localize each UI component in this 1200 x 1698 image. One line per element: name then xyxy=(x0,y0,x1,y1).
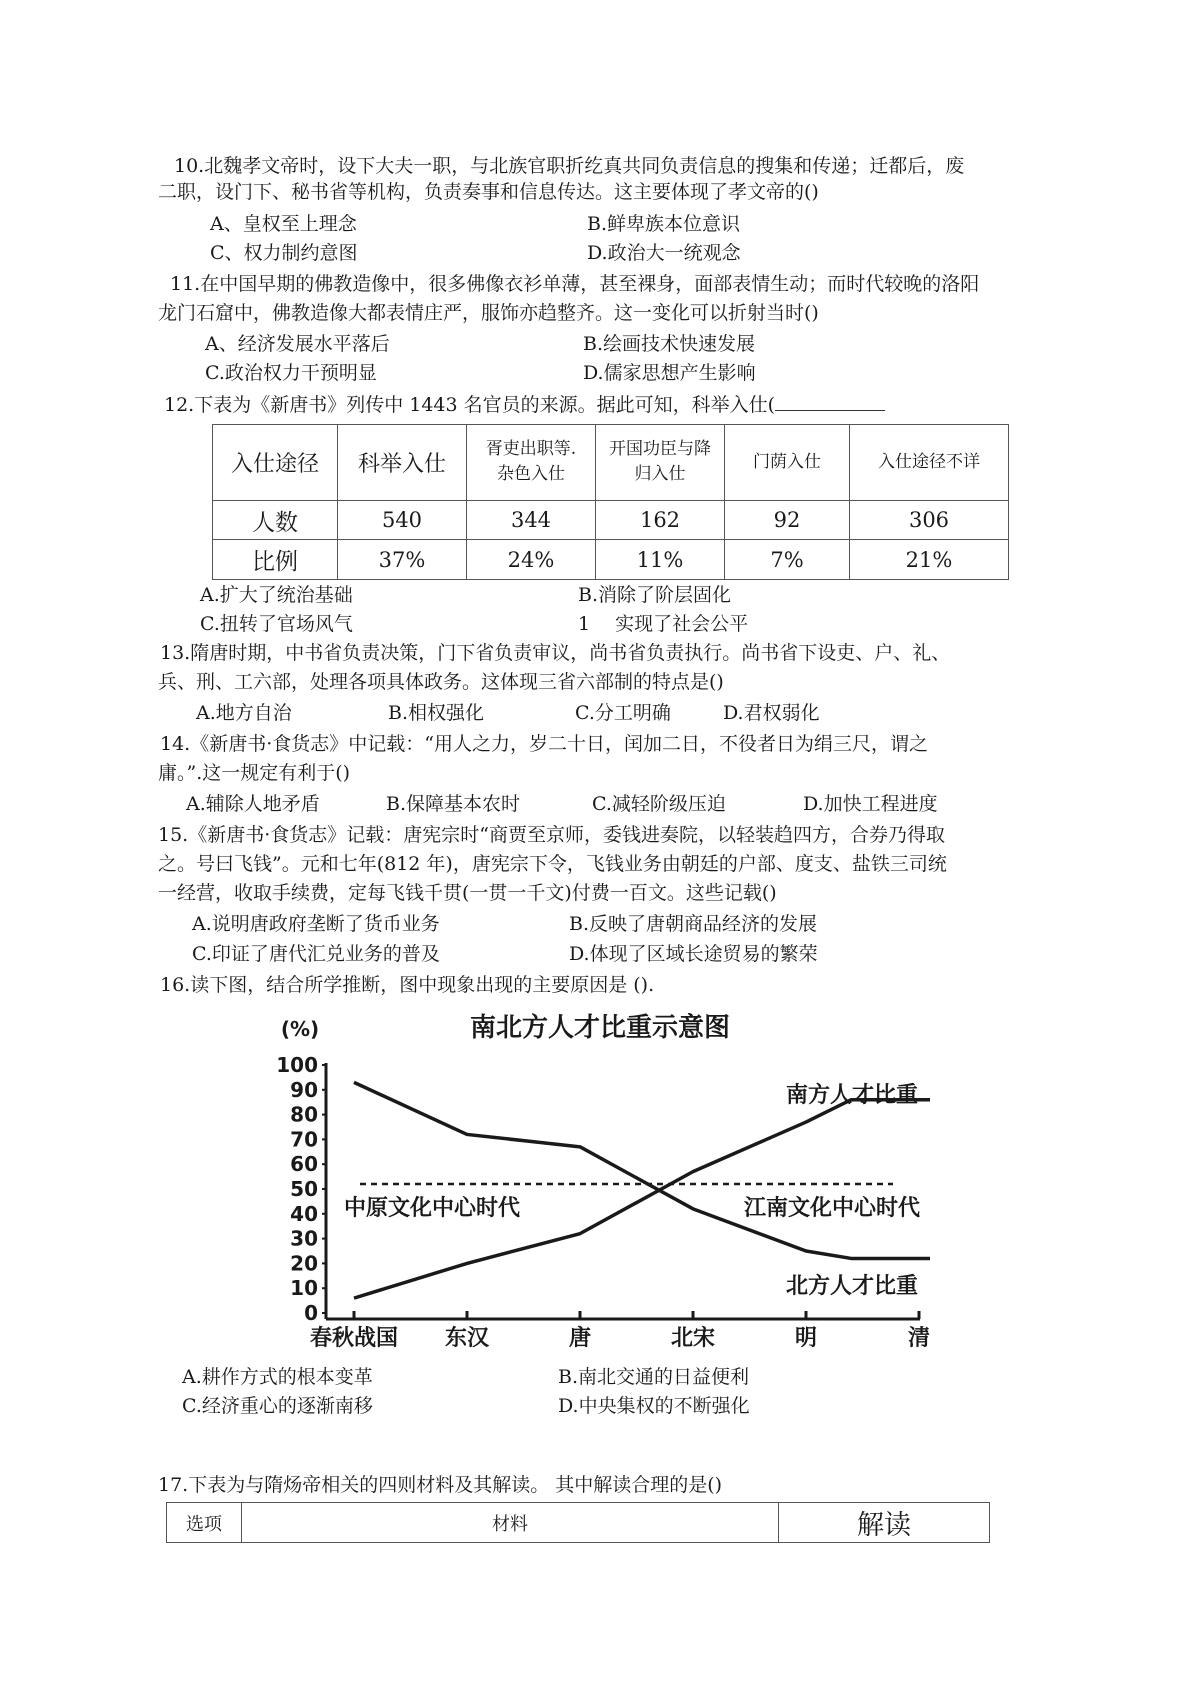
q10-option-b: B.鲜卑族本位意识 xyxy=(587,213,741,235)
q12-option-b: B.消除了阶层固化 xyxy=(578,584,732,606)
q13-stem-line1: 13.隋唐时期，中书省负责决策，门下省负责审议，尚书省负责执行。尚书省下设吏、户、礼、 xyxy=(160,642,951,664)
q12-row-label: 人数 xyxy=(213,500,338,540)
q12-header-cell: 胥吏出职等. 杂色入仕 xyxy=(467,425,596,501)
q17-header-option: 选项 xyxy=(167,1503,242,1543)
q12-cell: 344 xyxy=(467,500,596,540)
q11-stem-line2: 龙门石窟中，佛教造像大都表情庄严，服饰亦趋整齐。这一变化可以折射当时() xyxy=(158,302,819,324)
q12-cell: 37% xyxy=(338,540,467,580)
x-tick-label: 唐 xyxy=(568,1326,592,1351)
q13-option-a: A.地方自治 xyxy=(196,702,292,724)
q11-option-c: C.政治权力干预明显 xyxy=(205,362,377,384)
q12-row-label: 比例 xyxy=(213,540,338,580)
q10-option-d: D.政治大一统观念 xyxy=(587,242,741,264)
y-tick-label: 90 xyxy=(290,1077,318,1102)
q10-stem-line2: 二职，设门下、秘书省等机构，负责奏事和信息传达。这主要体现了孝文帝的() xyxy=(158,181,819,203)
q12-cell: 540 xyxy=(338,500,467,540)
q13-option-c: C.分工明确 xyxy=(575,702,671,724)
q12-cell: 306 xyxy=(850,500,1009,540)
q12-header-cell: 入仕途径 xyxy=(213,425,338,501)
q15-stem-line2: 之。号曰飞钱”。元和七年(812 年)，唐宪宗下令，飞钱业务由朝廷的户部、度支、盐铁三司统 xyxy=(158,853,947,875)
q14-option-c: C.减轻阶级压迫 xyxy=(592,793,726,815)
q14-option-b: B.保障基本农时 xyxy=(386,793,521,815)
q12-cell: 11% xyxy=(596,540,725,580)
y-tick-label: 20 xyxy=(290,1251,318,1276)
q17-header-material: 材料 xyxy=(242,1503,779,1543)
table-row xyxy=(213,540,1009,580)
y-tick-label: 10 xyxy=(290,1276,318,1301)
y-tick-label: 40 xyxy=(290,1201,318,1226)
q16-option-a: A.耕作方式的根本变革 xyxy=(182,1366,373,1388)
q15-option-d: D.体现了区域长途贸易的繁荣 xyxy=(569,943,818,965)
q11-option-b: B.绘画技术快速发展 xyxy=(583,333,756,355)
q11-stem-line1: 11.在中国早期的佛教造像中，很多佛像衣衫单薄，甚至裸身，面部表情生动；而时代较晚的洛阳 xyxy=(170,273,980,295)
q12-header-cell: 开国功臣与降 归入仕 xyxy=(596,425,725,501)
q14-stem-line1: 14.《新唐书·食货志》中记载：“用人之力，岁二十日，闰加二日，不役者日为绢三尺，谓之 xyxy=(160,733,928,755)
x-tick-label: 北宋 xyxy=(670,1326,716,1351)
q12-cell: 7% xyxy=(725,540,850,580)
q12-header-cell: 科举入仕 xyxy=(338,425,467,501)
q10-stem-line1: 10.北魏孝文帝时，设下大夫一职，与北族官职折纥真共同负责信息的搜集和传递；迁都后，废 xyxy=(174,155,965,177)
q12-cell: 92 xyxy=(725,500,850,540)
y-tick-label: 50 xyxy=(290,1177,318,1201)
series-north-line xyxy=(354,1082,930,1258)
y-tick-label: 70 xyxy=(290,1127,318,1152)
series-north-label: 北方人才比重 xyxy=(785,1274,918,1299)
q15-stem-line3: 一经营，收取手续费，定每飞钱千贯(一贯一千文)付费一百文。这些记载() xyxy=(158,882,777,904)
q17-stem: 17.下表为与隋炀帝相关的四则材料及其解读。 其中解读合理的是() xyxy=(158,1474,723,1496)
q12-table-header-row xyxy=(213,425,1009,501)
q12-cell: 21% xyxy=(850,540,1009,580)
y-tick-label: 30 xyxy=(290,1226,318,1251)
q16-option-b: B.南北交通的日益便利 xyxy=(558,1366,750,1388)
x-tick-label: 春秋战国 xyxy=(309,1326,399,1351)
x-tick-label: 明 xyxy=(794,1326,818,1351)
q12-option-c: C.扭转了官场风气 xyxy=(200,613,353,635)
q12-cell: 24% xyxy=(467,540,596,580)
q11-option-d: D.儒家思想产生影响 xyxy=(583,362,756,384)
q15-option-b: B.反映了唐朝商品经济的发展 xyxy=(569,913,818,935)
q17-table-header-row xyxy=(167,1503,990,1543)
q12-option-d: 1 实现了社会公平 xyxy=(578,613,749,635)
y-tick-label: 60 xyxy=(290,1152,318,1177)
q12-header-cell: 入仕途径不详 xyxy=(850,425,1009,501)
q12-header-cell: 门荫入仕 xyxy=(725,425,850,501)
q16-option-c: C.经济重心的逐渐南移 xyxy=(182,1395,373,1417)
q13-stem-line2: 兵、刑、工六部，处理各项具体政务。这体现三省六部制的特点是() xyxy=(158,671,724,693)
q10-option-a: A、皇权至上理念 xyxy=(210,213,357,235)
q12-answer-blank xyxy=(775,392,885,411)
series-south-label: 南方人才比重 xyxy=(785,1083,918,1108)
table-row xyxy=(213,500,1009,540)
x-tick-label: 清 xyxy=(907,1326,930,1351)
x-axis-ticks xyxy=(310,1311,930,1351)
chart-title: 南北方人才比重示意图 xyxy=(469,1013,731,1043)
q12-table xyxy=(212,424,1009,580)
q15-stem-line1: 15.《新唐书·食货志》记载：唐宪宗时“商贾至京师，委钱进奏院，以轻装趋四方，合券乃得取 xyxy=(158,824,945,846)
q17-table xyxy=(166,1502,990,1543)
q15-option-c: C.印证了唐代汇兑业务的普及 xyxy=(192,943,440,965)
q14-option-d: D.加快工程进度 xyxy=(803,793,938,815)
q16-option-d: D.中央集权的不断强化 xyxy=(558,1395,750,1417)
y-tick-label: 0 xyxy=(304,1301,318,1325)
q13-option-b: B.相权强化 xyxy=(388,702,485,724)
q12-stem xyxy=(164,392,885,417)
y-axis-ticks xyxy=(276,1053,326,1325)
y-axis-label: (%) xyxy=(280,1017,320,1041)
q16-stem: 16.读下图，结合所学推断，图中现象出现的主要原因是 (). xyxy=(160,974,655,996)
jiangnan-era-annotation: 江南文化中心时代 xyxy=(743,1196,920,1221)
x-tick-label: 东汉 xyxy=(444,1326,490,1351)
q14-stem-line2: 庸。”.这一规定有利于() xyxy=(158,762,351,784)
talent-ratio-chart xyxy=(270,1005,930,1355)
q12-cell: 162 xyxy=(596,500,725,540)
central-plains-era-annotation: 中原文化中心时代 xyxy=(344,1196,521,1221)
q15-option-a: A.说明唐政府垄断了货币业务 xyxy=(192,913,440,935)
q12-stem-text: 12.下表为《新唐书》列传中 1443 名官员的来源。据此可知，科举入仕( xyxy=(164,394,776,416)
q10-option-c: C、权力制约意图 xyxy=(210,242,358,264)
q14-option-a: A.辅除人地矛盾 xyxy=(186,793,320,815)
q12-option-a: A.扩大了统治基础 xyxy=(200,584,353,606)
q11-option-a: A、经济发展水平落后 xyxy=(205,333,390,355)
q13-option-d: D.君权弱化 xyxy=(723,702,820,724)
q17-header-interpretation: 解读 xyxy=(779,1503,990,1543)
y-tick-label: 100 xyxy=(276,1053,318,1077)
y-tick-label: 80 xyxy=(290,1102,318,1127)
